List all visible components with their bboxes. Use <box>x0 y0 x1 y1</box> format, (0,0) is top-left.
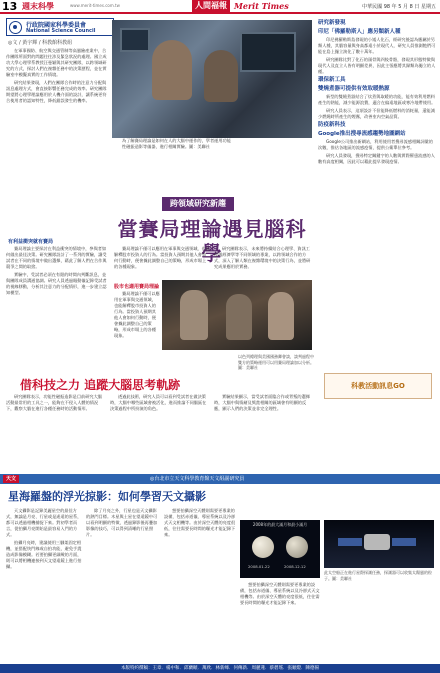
story1-byline: ◎文 / 黃宇輝 / 科教館科教組 <box>8 40 73 46</box>
story3-paragraph: 除了月亮之外，行星也是天文攝影的熱門目標。木星與土星在望遠鏡中可以看到明顯的特徵，透過錄影後再疊加影像的技巧，可以得到清晰的行星照片。 <box>86 508 158 537</box>
spacecraft-photo <box>324 520 434 568</box>
person-figure <box>204 50 238 102</box>
masthead <box>0 0 440 14</box>
sidebar-heading-epidemic: 防疫新科技 <box>318 122 346 128</box>
solar-panel-shape <box>392 538 416 546</box>
main-photo-caption: 為了解賽局理論是如何在人的大腦中運作的，學者運用功能性磁振造影等儀器，進行相關實驗。圖：美聯社 <box>122 138 231 149</box>
story2-paragraph: 透過此技術，研究人員可以看到受試者在做決策時，大腦中哪些區域會被活化，進而推論不同腦區在決策過程中所扮演的角色。 <box>110 394 207 411</box>
story1-column-2 <box>6 246 110 370</box>
story2-column-3 <box>214 394 314 470</box>
person-figure <box>180 290 208 340</box>
story1-paragraph: 在軍事國防、航空與交通管制等高風險產業中，合作團隊所面對的問題往往涉及緊急狀況的處理。國立成功大學心理學系教授汪曼穎與其研究團隊，以跨領域研究的方式，探討人們在複雜任務中的決策歷程，並在實驗室中模擬真實的工作情境。 <box>6 48 107 77</box>
solar-panel-shape <box>338 538 362 546</box>
paper-name-en: Merit Times <box>234 1 289 11</box>
story1-paragraph: 賽局理論主要探討在利益衝突的情境中，參與者如何做出最佳決策。研究團隊設計了一系列的實驗，讓受試者在不同的情境中做出選擇，藉此了解人們在合作與競爭之間的取捨。 <box>6 246 107 269</box>
story3-paragraph: 天文攝影是記錄美麗星空的最佳方式，無論是月亮、行星或是遙遠的星系，都可以透過相機捕捉下來。對初學者而言，從拍攝月亮開始是最容易入門的方式。 <box>6 508 82 537</box>
nsc-seal-icon <box>9 21 22 34</box>
story3-column-2 <box>86 508 160 660</box>
story2-column-2 <box>110 394 210 470</box>
diplomats-photo-caption: 以色列總理與美國國務卿會談，談判過程中雙方的策略運用可以用賽局理論加以分析。圖：美聯社 <box>238 354 314 370</box>
person-figure <box>226 294 252 340</box>
story2-headline: 借科技之力 追蹤大腦思考軌跡 <box>20 378 181 392</box>
sidebar-paragraph: 印尼佛羅勒斯島發現的小矮人化石，經研究後認為應屬於另類人種，其腦容量與身高都遠小於現代人，研究人員推測牠們可能在島上獨立演化了數十萬年。 <box>318 37 436 54</box>
story1-column-4 <box>214 246 312 278</box>
headline-banner: 跨領域研究新趨 <box>162 197 234 211</box>
story3-headline: 星海羅盤的浮光掠影：如何學習天文攝影 <box>8 490 206 503</box>
story3-column-4 <box>240 582 320 660</box>
nsc-name-en: National Science Council <box>26 28 96 34</box>
spacecraft-icon <box>364 534 390 550</box>
story1-subhead-1: 有利益衝突就有賽局 <box>8 239 54 245</box>
person-figure <box>152 40 192 100</box>
main-photo <box>112 20 312 138</box>
astronomy-credit: ◎台北市立天文科學教育館天文組副研究員 <box>150 476 245 482</box>
dateline: 中華民國 98 年 5 月 8 日 星期五 <box>362 4 436 10</box>
story1-column-5 <box>114 282 160 370</box>
moon-photo-title: 2008年的最大滿月和最小滿月 <box>252 522 308 527</box>
spacecraft-photo-caption: 此太空船正在進行星際探測任務，探測器可以收集太陽風的粒子。圖：美聯社 <box>324 570 432 581</box>
sidebar-paragraph: Google公司推出新網站，利用使用者搜尋流感相關詞彙的次數，推估各地區的流感疫情，提供公衛單位參考。 <box>318 139 433 150</box>
person-figure <box>268 292 294 340</box>
sidebar-heading-research: 研究新發現 <box>318 20 346 26</box>
story3-paragraph: 想要拍攝深空天體則需要更專業的設備，包括赤道儀、導星系統以及冷卻式天文相機等。由於深空天體的亮度很低，往往需要長時間的曝光才能記錄下來。 <box>240 582 320 605</box>
story1-paragraph: 實驗中，受試者必須在有限的時間內判斷訊息，並與團隊成員溝通協調。研究人員透過眼動儀記錄受試者的視線移動，分析其注意力的分配情形，進一步建立認知模型。 <box>6 272 107 295</box>
story1-column-3 <box>114 246 210 278</box>
story3-column-1 <box>6 508 82 660</box>
sidebar-paragraph: 研究團隊比對了化石的頭骨與四肢骨骼，發現其形態特徵與現代人及直立人皆有明顯差異，因此主張應將其歸類為獨立的人種。 <box>318 57 436 74</box>
sidebar-paragraph: 新型的雙燒煮器結合了炊煮與取暖的功能，能有效利用燃料產生的熱能，減少能源浪費，適合在偏遠地區或寒冷地帶使用。 <box>318 94 436 105</box>
story1-subhead-2: 股市也適用賽局理論 <box>114 284 160 290</box>
moon-comparison-photo <box>240 520 320 578</box>
story2-paragraph: 實驗結果顯示，當受試者面臨合作或背叛的選擇時，大腦中與情緒及獎賞相關的區域會有明顯的反應，顯示人們的決策並非完全理性。 <box>214 394 310 411</box>
story1-paragraph: 賽局理論不僅可以應用在軍事與交通領域，也能解釋股市投資人的行為。當投資人預期其他人會如何行動時，便會據此調整自己的策略，形成市場上的各種現象。 <box>114 291 160 338</box>
science-events-banner[interactable] <box>324 373 432 399</box>
nsc-logo-box <box>6 18 114 36</box>
sidebar-subhead-stove: 雙燒煮器可提供有效取暖熱源 <box>318 86 390 92</box>
moon-date-1: 2008.01.22 <box>248 564 270 569</box>
story2-column-1 <box>6 394 106 470</box>
story1-paragraph: 賽局理論不僅可以應用在軍事與交通領域，也能解釋股市投資人的行為。當投資人預期其他人會如何行動時，便會據此調整自己的策略，形成市場上的各種現象。 <box>114 246 210 269</box>
nsc-name-zh: 行政院國家科學委員會 <box>26 22 87 29</box>
astronomy-tag: 天文 <box>3 475 19 483</box>
diplomats-photo <box>162 280 312 350</box>
sidebar-paragraph: 研究人員發現，搜尋特定關鍵字的人數與實際罹患流感的人數有高度相關，因此可以藉此提早發現疫情。 <box>318 153 435 164</box>
main-headline: 當賽局理論遇見腦科學 <box>117 217 307 265</box>
story3-column-3 <box>164 508 236 660</box>
story3-paragraph: 想要拍攝深空天體則需要更專業的設備，包括赤道儀、導星系統以及冷卻式天文相機等。由於深空天體的亮度很低，往往需要長時間的曝光才能記錄下來。 <box>164 508 236 537</box>
story3-paragraph: 拍攝月亮時，建議使用三腳架固定相機，並搭配快門線或自拍功能，避免手震造成影像模糊。若要拍攝更細緻的月面，則可以將相機連接到天文望遠鏡上進行拍攝。 <box>6 540 82 569</box>
astronomy-section-bar <box>0 474 440 484</box>
sidebar-subhead-flu-trends: Google推出搜尋流感趨勢地圖網站 <box>318 131 406 137</box>
sidebar-subhead-hobbit: 印尼「佛羅勒斯人」應另類新人種 <box>318 29 401 35</box>
story1-column-1 <box>6 48 110 233</box>
moon-date-2: 2008.12.12 <box>284 564 306 569</box>
moon-icon <box>286 536 308 558</box>
sidebar-heading-eco: 環保新工具 <box>318 77 346 83</box>
moon-icon <box>252 536 274 558</box>
story2-paragraph: 研究團隊表示，功能性磁振造影是目前研究大腦活動最常用的工具之一，能夠在不侵入人體的情況下，觀察大腦在進行各種任務時的活動情形。 <box>6 394 102 411</box>
contributors-footer: 本版特約撰稿：王章．楊中和．邱蘭頤．萬欣．林新峰．何傳新．周麗蓮．蔡碧瑤．張順燈．陳德揚 <box>0 664 440 673</box>
site-url[interactable]: www.merit-times.com.tw <box>70 3 120 8</box>
section-name: 週末科學 <box>22 2 54 11</box>
story1-paragraph: 研究團隊表示，未來將持續結合心理學、資訊工程與經濟學等不同領域的專業，以跨領域合作的方式，深入了解人類在複雜環境中的決策行為，並將研究成果應用於實務。 <box>214 246 311 269</box>
page-number: 13 <box>2 0 18 13</box>
story1-paragraph: 研究結果發現，人們在團隊合作時的注意力分配與訊息處理方式，會直接影響任務完成的效率。研究團隊期望將心理學理論應用於人機介面的設計，讓系統更符合使用者的認知特性，降低錯誤發生的機率。 <box>6 80 107 103</box>
monitor-shape <box>240 32 296 72</box>
monitor-shape <box>120 28 150 52</box>
science-events-label: 科教活動訊息GO <box>351 382 405 390</box>
paper-logo: 人間福報 <box>192 0 230 12</box>
sidebar-paragraph: 研究人員表示，這項設計不但能降低燃料的消耗量，還能減少燃燒時所產生的煙霧，改善室內空氣品質。 <box>318 108 435 119</box>
